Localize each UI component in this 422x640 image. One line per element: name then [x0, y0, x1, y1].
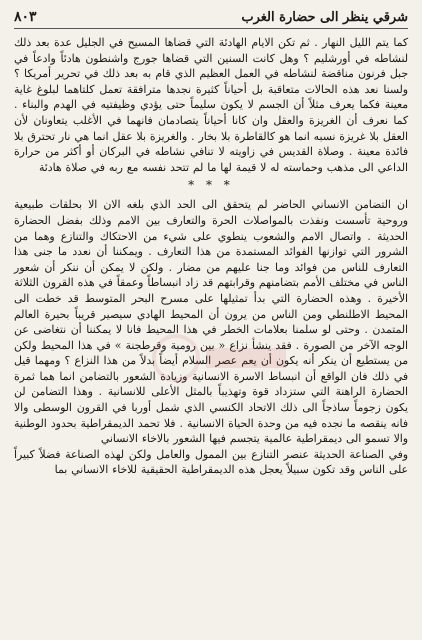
page-number: ٨٠٣ [14, 9, 37, 25]
page-header [14, 6, 408, 29]
paragraph-3: وفي الصناعة الحديثة عنصر التنازع بين الممول والعامل ولكن لهذه الصناعة فضلاً كبيراً على الناس وقد تكون سبيلاً يعجل هذه الديمقراطية الحقيقية للاخاء الانساني بما [14, 447, 408, 477]
running-title: شرقي ينظر الى حضارة الغرب [241, 9, 408, 25]
book-page [14, 6, 408, 634]
section-separator: * * * [188, 178, 234, 193]
paragraph-2: ان التضامن الانساني الحاضر لم يتحقق الى الحد الذي بلغه الان الا بحلقات طبيعية وروحية تأسست ونفذت بالمواصلات الحرة والتعارف بين الامم وذلك بفضل الحضارة الحديثة . واتصال الامم والشعوب ينطوي على شيء من الاحتكاك والتنازع وهما من الشرور التي توازنها الفوائد المستمدة من هذا التعارف . ويمكننا أن نعدد ما جنى هذا التعارف للناس من فوائد وما جنا عليهم من مضار . ولكن لا يمكن أن ننكر أن شعور الناس في مختلف الأمم بتضامنهم وقرابتهم قد زاد انبساطاً وعمقاً في هذه القرون الثلاثة الأخيرة . وهذه الحضارة التي بدأ تمثيلها على مسرح البحر المتوسط قد خطت الى المحيط الاطلنطي ومن الناس من يرون أن المحيط الهادي سيصير قريباً بحيرة العالم المتمدن . وحتى لو سلمنا بعلامات الخطر في هذا المحيط فانا لا يمكننا أن نتغاضى عن الوجه الآخر من الصورة . فقد ينشأ نزاع « بين رومية وقرطجنة » في هذا المحيط ولكن من يستطيع أن ينكر أنه يكون أن يعم عصر السلام أيضاً بدلاً من هذا النزاع ؟ ومهما قيل في ذلك فان الواقع أن انبساط الاسرة الانسانية وزيادة الشعور بالتضامن انما هما ثمرة الحضارة الراهنة التي ستزداد قوة وتهذيباً بالمثل الأعلى للانسانية . وهذا التضامن لن يكون زجوماً ساذجاً الى ذلك الاتحاد الكنسي الذي شمل أوربا في القرون الوسطى والا فانه ينقصه ما نجده فيه من وحدة الحياة الانسانية . فلا تحمد الديمقراطية بحدود الوطنية والا تسمو الى ديمقراطية عالمية يتجسم فيها الشعور بالاخاء الانساني [14, 198, 409, 446]
paragraph-1: كما يتم الليل النهار . ثم تكن الايام الهادئة التي قضاها المسيح في الجليل عدة بعد ذلك لنشاطه في أورشليم ؟ وهل كانت السنين التي قضاها جورج واشنطون هادئاً وادعاً في جبل فرنون مناقضة لنشاطه في العمل العظيم الذي قام به بعد ذلك في تحرير أمريكا ؟ ولسنا نعد هذه الحالات متعاقبة بل أحياناً كثيرة نجدها مترافقة تعمل كلتاهما لبلوغ غاية معينة فكما يعرف مثلاً أن الجسم لا يكون سليماً حتى يؤدي وظيفتيه في الهدم والبناء . كما نعرف أن الغريزة والعقل وان كانا أحياناً يتصادمان فانهما في الأغلب يتعاونان لأن العقل بلا غريزة نسبه انما هو كالقاطرة بلا بخار . والغريزة بلا عقل انما هي نار تحترق بلا فائدة معينة . وصلاة القديس في زاويته لا تنافي نشاطه في البركان أو أكثر من حرارة الداعي الى مذهب وحماسته له لا قيمة لها ما لم تتحد نفسه مع ربه في صلاة هادئة [14, 36, 408, 174]
